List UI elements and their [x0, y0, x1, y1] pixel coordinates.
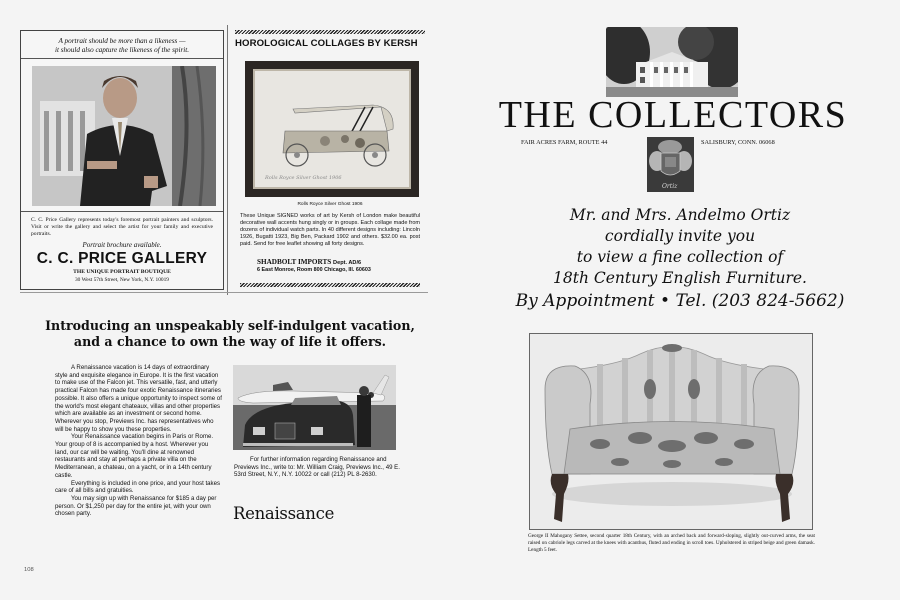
renaissance-logo: Renaissance [233, 504, 335, 523]
zigzag-border-top [235, 30, 425, 34]
price-address: 30 West 57th Street, New York, N.Y. 10019 [74, 277, 169, 283]
tagline-line-2: it should also capture the likeness of the spirit. [54, 46, 190, 54]
row-divider [20, 292, 428, 293]
house-image [606, 27, 738, 97]
family-crest-image [647, 137, 694, 192]
page-number: 108 [24, 567, 34, 573]
invitation-line: cordially invite you [604, 227, 756, 245]
invitation-line: Mr. and Mrs. Andelmo Ortiz [569, 206, 791, 224]
body-paragraph: Everything is included in one price, and your host takes care of all bills and gratuities. [55, 479, 221, 495]
renaissance-body [55, 364, 223, 518]
importer-dept: Dept. AD/6 [333, 260, 362, 266]
car-and-jet-image [233, 365, 396, 450]
importer-address: 6 East Monroe, Room 800 Chicago, Ill. 60603 [257, 267, 371, 273]
kersh-ad [235, 30, 425, 292]
price-description: C. C. Price Gallery represents today's foremost portrait painters and sculptors. Visit or write the gallery and select the artist for your family and executive portraits. [31, 217, 213, 237]
invitation-line: 18th Century English Furniture. [553, 269, 807, 287]
portrait-image [32, 66, 216, 206]
importer-name [257, 258, 361, 266]
price-tagline [21, 31, 223, 59]
renaissance-headline [40, 318, 420, 350]
divider [21, 211, 223, 212]
settee-caption: George II Mahogany Settee, second quarter 18th Century, with an arched back and forward-sloping, slightly out-curved arms, the seat raised on cabriole legs carved at the knees with acanthus, fluted and ending in scroll toes. Upholstered in striped beige and green damask. Length 5 feet. [528, 533, 815, 553]
importer-label: SHADBOLT IMPORTS [257, 258, 332, 266]
address-left: FAIR ACRES FARM, ROUTE 44 [521, 139, 608, 146]
collectors-title: THE COLLECTORS [498, 94, 848, 136]
settee-image [529, 333, 813, 530]
svg-text:Ortiz: Ortiz [662, 183, 678, 190]
headline-line-1: Introducing an unspeakably self-indulgent vacation, [45, 318, 415, 333]
price-brand: C. C. PRICE GALLERY [36, 250, 208, 267]
appointment-line: By Appointment • Tel. (203 824-5662) [515, 291, 845, 311]
body-paragraph: Your Renaissance vacation begins in Paris or Rome. Your group of 8 is accompanied by a host. Wherever you land, our car will be waiting. You'll dine at renowned restaurants and stay at perhaps a private villa on the Mediterranean, a chateau, on a yacht, or in a 14th century castle. [55, 433, 214, 479]
body-paragraph: You may sign up with Renaissance for $185 a day per person. Or $1,250 per day for the entire jet, with your own chosen party. [55, 494, 217, 518]
body-paragraph: A Renaissance vacation is 14 days of extraordinary style and exquisite elegance in Europe. It is the first vacation to make use of the Falcon jet. This versatile, fast, and utterly practical Falcon has made four exotic Renaissance itineraries possible. It also offers a unique opportunity to inspect some of the world's most elegant chateaux, villas and other properties which are available as an investment or second home. Wherever you stop, Previews Inc. has representatives who will be happy to show you these properties. [55, 364, 222, 433]
kersh-title: HOROLOGICAL COLLAGES BY KERSH [235, 38, 418, 49]
zigzag-border-bottom [240, 283, 420, 287]
address-right: SALISBURY, CONN. 06068 [701, 139, 775, 146]
tagline-line-1: A portrait should be more than a likeness — [58, 37, 186, 45]
brochure-note: Portrait brochure available. [82, 241, 162, 249]
price-gallery-ad [20, 30, 224, 290]
kersh-description: These Unique SIGNED works of art by Kersh of London make beautiful decorative wall accents hung singly or in groups. Each collage made from dozens of individual watch parts. In 40 different designs including: Lincoln 1926, Bugatti 1923, Big Ben, Packard 1902 and others. $32.00 ea. post paid. Send for free leaflet showing all forty designs. [240, 213, 420, 247]
collage-image [245, 61, 419, 197]
headline-line-2: and a chance to own the way of life it offers. [73, 334, 387, 349]
invitation-text [505, 205, 855, 312]
renaissance-contact-info [234, 456, 409, 479]
invitation-line: to view a fine collection of [576, 248, 784, 266]
price-subtitle: THE UNIQUE PORTRAIT BOUTIQUE [73, 269, 171, 275]
collage-caption: Rolls Royce Silver Ghost 1906 [297, 202, 363, 207]
column-divider [227, 25, 228, 295]
svg-text:Rolls Royce Silver Ghost 1906: Rolls Royce Silver Ghost 1906 [265, 175, 342, 181]
contact-text: For further information regarding Renaissance and Previews Inc., write to: Mr. William Craig, Previews Inc., 49 E. 53rd Street, N.Y., N.Y. 10022 or call (212) PL 8-2630. [234, 456, 400, 479]
